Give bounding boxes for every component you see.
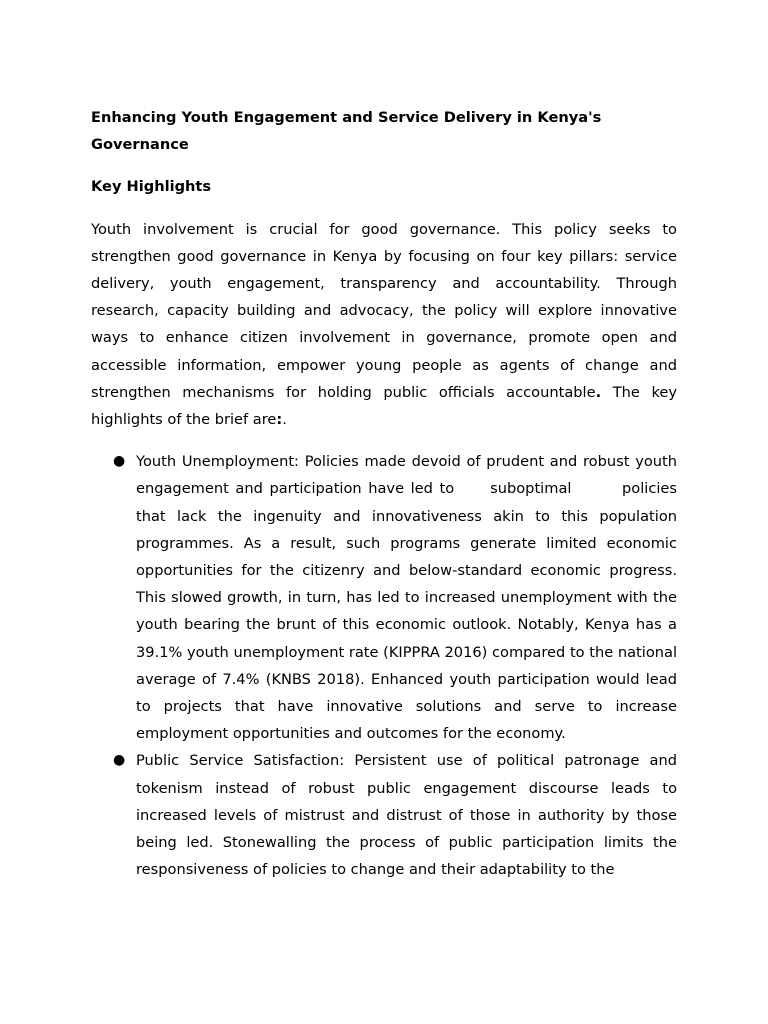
- intro-text: Youth involvement is crucial for good governance. This policy seeks to strengthen good governance in Kenya by focusing on four key pillars: service delivery, youth engagement, transparency and accountability. Through research, capacity building and advocacy, the policy will explore innovative ways to enhance citizen involvement in governance, promote open and accessible information, empower young people as agents of change and strengthen mechanisms for holding public officials accountable: [91, 220, 677, 401]
- section-heading: Key Highlights: [91, 178, 212, 196]
- bullet-mid-text: suboptimal: [490, 480, 572, 498]
- list-item-public-service-satisfaction: [91, 747, 677, 883]
- list-item-youth-unemployment: [91, 448, 677, 747]
- intro-end: .: [282, 411, 287, 429]
- bullet-icon: ●: [113, 453, 126, 470]
- document-page: [91, 104, 677, 883]
- intro-tail: The key highlights of the brief are: [91, 383, 677, 429]
- bullet-text: Public Service Satisfaction: Persistent use of political patronage and tokenism instead of robust public engagement discourse leads to increased levels of mistrust and distrust of those in authority by those being led. Stonewalling the process of public participation limits the responsiveness of policies to change and their adaptability to the: [136, 752, 677, 879]
- bullet-icon: ●: [113, 752, 126, 769]
- highlights-list: [91, 448, 677, 883]
- intro-bold-period: .: [595, 383, 602, 401]
- bullet-lead-text: Youth Unemployment: Policies made devoid of prudent and robust youth engagement and participation have led to: [136, 453, 677, 498]
- bullet-rest-text: policies that lack the ingenuity and innovativeness akin to this population programmes. As a result, such programs generate limited economic opportunities for the citizenry and below-standard economic progress. This slowed growth, in turn, has led to increased unemployment with the youth bearing the brunt of this economic outlook. Notably, Kenya has a 39.1% youth unemployment rate (KIPPRA 2016) compared to the national average of 7.4% (KNBS 2018). Enhanced youth participation would lead to projects that have innovative solutions and serve to increase employment opportunities and outcomes for the economy.: [136, 480, 677, 743]
- intro-paragraph: [91, 216, 677, 434]
- document-title: Enhancing Youth Engagement and Service Delivery in Kenya's Governance: [91, 109, 602, 154]
- intro-bold-colon: :: [276, 411, 283, 429]
